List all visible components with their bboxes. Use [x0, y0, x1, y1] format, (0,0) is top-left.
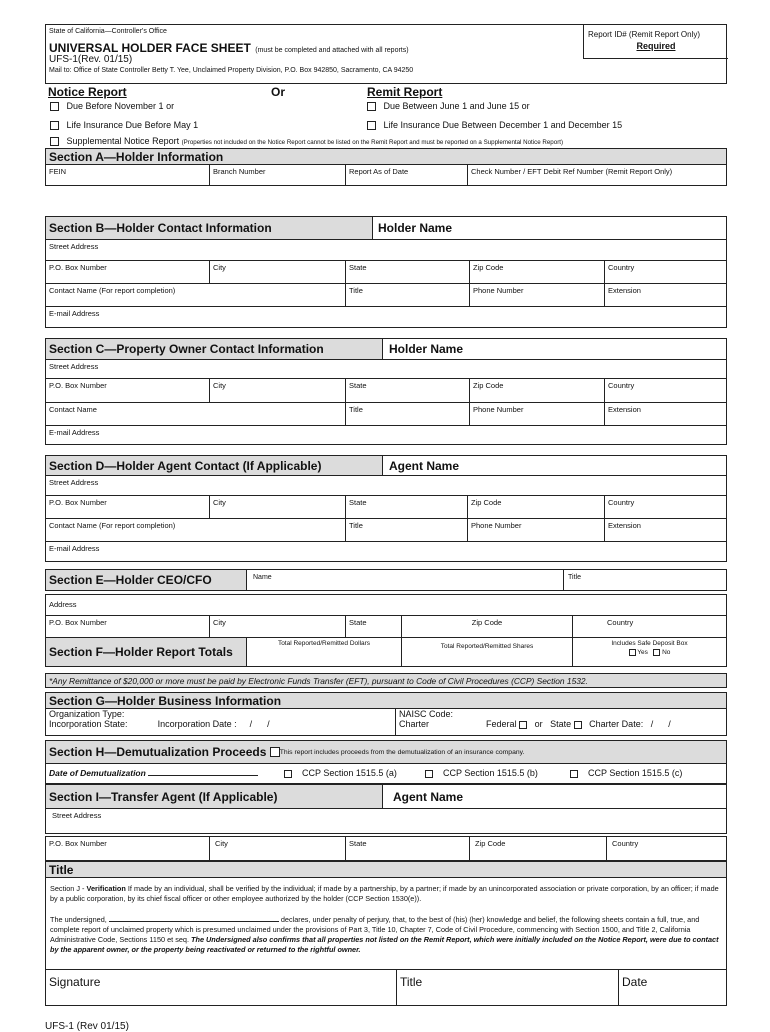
org-cell	[46, 709, 396, 735]
charter-row	[399, 719, 723, 729]
form-header	[45, 24, 727, 84]
section-b-header: Section B—Holder Contact Information Holder Name	[45, 216, 727, 240]
or-text: or	[534, 719, 543, 729]
fein-field[interactable]: FEIN	[46, 165, 210, 185]
phone-field[interactable]: Phone Number	[470, 403, 605, 425]
total-dollars-field[interactable]: Total Reported/Remitted Dollars	[247, 638, 402, 666]
checkbox[interactable]	[50, 137, 59, 146]
section-h-header	[45, 740, 727, 764]
divider	[563, 570, 564, 590]
title-field[interactable]: Title	[397, 970, 619, 1005]
section-b-street-row	[45, 240, 727, 261]
ccp-option-b[interactable]: CCP Section 1515.5 (b)	[425, 768, 538, 778]
verification-block	[45, 878, 727, 970]
state-label: State	[550, 719, 572, 729]
demutualization-checkbox[interactable]	[270, 747, 280, 757]
signature-row	[45, 970, 727, 1006]
inc-row	[49, 719, 392, 729]
report-id-box[interactable]	[583, 25, 728, 59]
city-field[interactable]: City	[210, 616, 346, 637]
state-field[interactable]: State	[346, 837, 470, 860]
charter-date-field[interactable]: Charter Date:	[589, 719, 644, 729]
title-field[interactable]: Title	[346, 519, 468, 541]
branch-number-field[interactable]: Branch Number	[210, 165, 346, 185]
inc-date-slashes: / /	[249, 719, 270, 729]
state-checkbox[interactable]	[574, 721, 582, 729]
mail-to: Mail to: Office of State Controller Betty T. Yee, Unclaimed Property Division, P.O. Box 942850, Sacramento, CA 94250	[49, 67, 414, 74]
section-a-header: Section A—Holder Information	[45, 148, 727, 165]
office-name: State of California—Controller's Office	[49, 28, 167, 35]
state-field[interactable]: State	[346, 496, 468, 518]
ceo-name-field[interactable]: Name	[253, 574, 272, 581]
owner-holder-name-field[interactable]: Holder Name	[382, 339, 726, 359]
section-c-header: Section C—Property Owner Contact Information Holder Name	[45, 338, 727, 360]
total-shares-field[interactable]: Total Reported/Remitted Shares	[402, 638, 573, 666]
section-c-contact-row	[45, 403, 727, 426]
section-d-street-row	[45, 476, 727, 496]
section-i-address-row	[45, 836, 727, 861]
phone-field[interactable]: Phone Number	[470, 284, 605, 306]
city-field[interactable]: City	[210, 837, 346, 860]
naisc-field[interactable]: NAISC Code:	[399, 709, 454, 719]
verification-paragraph-2: The undersigned, declares, under penalty of perjury, that, to the best of (his) (her) knowledge and belief, the following sheets contain a full, true, and complete report of unclaimed property which is presumed unclaimed under the provisions of Part 3, Title 10, Chapter 7, Code of Civil Procedure, commencing with Section 1500, and Title 2, California Administrative Code, Sections 1150 et seq. The Undersigned also confirms that all properties not listed on the Remit Report, which were initially included on the Notice Report, were due to contact by the apparent owner, or the property being reactivated or returned to the rightful owner.	[50, 915, 719, 954]
transfer-agent-name-field[interactable]: Agent Name	[382, 785, 726, 808]
street-address-field[interactable]: Street Address	[49, 362, 99, 371]
po-box-field[interactable]: P.O. Box Number	[46, 616, 210, 637]
extension-field[interactable]: Extension	[608, 286, 641, 295]
check-number-field[interactable]: Check Number / EFT Debit Ref Number (Remit Report Only)	[471, 167, 673, 176]
zip-code-field[interactable]: Zip Code	[470, 837, 607, 860]
section-d-header: Section D—Holder Agent Contact (If Applicable) Agent Name	[45, 455, 727, 476]
zip-code-field[interactable]: Zip Code	[470, 261, 605, 283]
section-c-email-row	[45, 426, 727, 445]
email-field[interactable]: E-mail Address	[49, 544, 100, 553]
date-field[interactable]: Date	[622, 975, 648, 989]
ccp-option-a[interactable]: CCP Section 1515.5 (a)	[284, 768, 397, 778]
country-field[interactable]: Country	[612, 839, 639, 848]
inc-state-field[interactable]: Incorporation State:	[49, 719, 128, 729]
street-address-field[interactable]: Street Address	[52, 811, 102, 820]
section-g-row	[45, 709, 727, 736]
section-d-contact-row	[45, 519, 727, 542]
undersigned-name-field[interactable]	[109, 921, 279, 922]
section-c-street-row	[45, 360, 727, 379]
demutualization-date-field[interactable]: Date of Demutualization	[49, 768, 258, 778]
charter-label: Charter	[399, 719, 430, 729]
section-f-row	[45, 638, 727, 667]
section-h-title: Section H—Demutualization Proceeds This report includes proceeds from the demutualization of an insurance company.	[49, 745, 525, 759]
country-field[interactable]: Country	[607, 618, 634, 627]
section-e-title-cell: Section E—Holder CEO/CFO	[46, 570, 247, 590]
ccp-option-c[interactable]: CCP Section 1515.5 (c)	[570, 768, 682, 778]
checkbox[interactable]	[425, 770, 433, 778]
checkbox[interactable]	[50, 121, 59, 130]
org-type-field[interactable]: Organization Type:	[49, 709, 125, 719]
checkbox[interactable]	[50, 102, 59, 111]
extension-field[interactable]: Extension	[608, 521, 641, 530]
safe-deposit-label: Includes Safe Deposit Box	[611, 640, 688, 647]
section-e-address-row	[45, 594, 727, 616]
po-box-field[interactable]: P.O. Box Number	[46, 379, 210, 402]
demutualization-note: This report includes proceeds from the demutualization of an insurance company.	[279, 748, 525, 756]
agent-name-field[interactable]: Agent Name	[382, 456, 726, 475]
checkbox[interactable]	[367, 102, 376, 111]
contact-name-field[interactable]: Contact Name (For report completion)	[46, 284, 346, 306]
section-b-email-row	[45, 307, 727, 328]
safe-deposit-options	[576, 649, 723, 656]
address-field[interactable]: Address	[49, 600, 77, 609]
section-e-header	[45, 569, 727, 591]
country-field[interactable]: Country	[608, 263, 635, 272]
remit-option-2[interactable]: Life Insurance Due Between December 1 and December 15	[367, 120, 622, 130]
federal-label: Federal	[486, 719, 517, 729]
section-i-street-row	[45, 809, 727, 834]
city-field[interactable]: City	[210, 496, 346, 518]
ceo-title-field[interactable]: Title	[568, 574, 581, 581]
section-g-header: Section G—Holder Business Information	[45, 692, 727, 709]
report-id-label: Report ID# (Remit Report Only)	[588, 30, 701, 39]
notice-option-1[interactable]: Due Before November 1 or	[50, 101, 174, 111]
street-address-field[interactable]: Street Address	[49, 242, 99, 251]
city-field[interactable]: City	[210, 379, 346, 402]
section-d-email-row	[45, 542, 727, 562]
notice-option-2[interactable]: Life Insurance Due Before May 1	[50, 120, 198, 130]
verification-paragraph-1: Section J - Verification If made by an individual, shall be verified by the individual; if made by a partnership, by a partner; if made by an unincorporated association or private corporation, by an officer; if made by a public corporation, by its chief fiscal officer or other employee authorized by the holder (CCP Section 1530(e)).	[50, 884, 719, 903]
safe-deposit-cell	[573, 638, 726, 666]
remit-report-label: Remit Report	[367, 85, 443, 99]
signature-field[interactable]: Signature	[46, 970, 397, 1005]
section-a-row	[45, 165, 727, 186]
zip-code-field[interactable]: Zip Code	[402, 616, 573, 637]
naisc-cell	[396, 709, 726, 735]
po-box-field[interactable]: P.O. Box Number	[46, 837, 210, 860]
section-d-address-row	[45, 496, 727, 519]
po-box-field[interactable]: P.O. Box Number	[46, 496, 210, 518]
form-title: UNIVERSAL HOLDER FACE SHEET (must be completed and attached with all reports)	[49, 41, 409, 55]
po-box-field[interactable]: P.O. Box Number	[46, 261, 210, 283]
extension-field[interactable]: Extension	[608, 405, 641, 414]
inc-date-field[interactable]: Incorporation Date :	[157, 719, 237, 729]
email-field[interactable]: E-mail Address	[49, 309, 100, 318]
checkbox[interactable]	[367, 121, 376, 130]
form-id: UFS-1(Rev. 01/15)	[49, 54, 133, 65]
section-f-title-cell: Section F—Holder Report Totals	[46, 638, 247, 666]
zip-code-field[interactable]: Zip Code	[470, 379, 605, 402]
section-i-header: Section I—Transfer Agent (If Applicable) Agent Name	[45, 784, 727, 809]
section-c-address-row	[45, 379, 727, 403]
email-field[interactable]: E-mail Address	[49, 428, 100, 437]
contact-name-field[interactable]: Contact Name (For report completion)	[46, 519, 346, 541]
city-field[interactable]: City	[210, 261, 346, 283]
or-label: Or	[271, 85, 286, 99]
yes-label: Yes	[637, 649, 648, 657]
state-field[interactable]: State	[346, 616, 402, 637]
country-field[interactable]: Country	[608, 498, 635, 507]
report-date-field[interactable]: Report As of Date	[346, 165, 468, 185]
no-checkbox[interactable]	[653, 649, 660, 656]
required-label: Required	[636, 41, 676, 51]
state-field[interactable]: State	[346, 261, 470, 283]
no-label: No	[662, 649, 671, 657]
state-field[interactable]: State	[346, 379, 470, 402]
contact-name-field[interactable]: Contact Name	[46, 403, 346, 425]
street-address-field[interactable]: Street Address	[49, 478, 99, 487]
section-h-row	[45, 764, 727, 784]
remit-option-1[interactable]: Due Between June 1 and June 15 or	[367, 101, 530, 111]
checkbox[interactable]	[570, 770, 578, 778]
holder-name-field[interactable]: Holder Name	[372, 217, 726, 239]
federal-checkbox[interactable]	[519, 721, 527, 729]
section-b-address-row	[45, 261, 727, 284]
notice-option-3[interactable]: Supplemental Notice Report (Properties not included on the Notice Report cannot be listed on the Remit Report and must be reported on a Supplemental Notice Report)	[50, 136, 563, 146]
phone-field[interactable]: Phone Number	[468, 519, 605, 541]
checkbox[interactable]	[284, 770, 292, 778]
section-j-header: Title	[45, 861, 727, 878]
zip-code-field[interactable]: Zip Code	[468, 496, 605, 518]
eft-notice: *Any Remittance of $20,000 or more must be paid by Electronic Funds Transfer (EFT), pursuant to Code of Civil Procedures (CCP) Section 1532.	[45, 673, 727, 688]
title-field[interactable]: Title	[346, 403, 470, 425]
country-field[interactable]: Country	[608, 381, 635, 390]
yes-checkbox[interactable]	[629, 649, 636, 656]
notice-report-label: Notice Report	[48, 85, 127, 99]
section-e-po-row	[45, 616, 727, 638]
charter-date-slashes: / /	[650, 719, 671, 729]
footer-form-id: UFS-1 (Rev 01/15)	[45, 1021, 129, 1032]
title-field[interactable]: Title	[346, 284, 470, 306]
section-b-contact-row	[45, 284, 727, 307]
